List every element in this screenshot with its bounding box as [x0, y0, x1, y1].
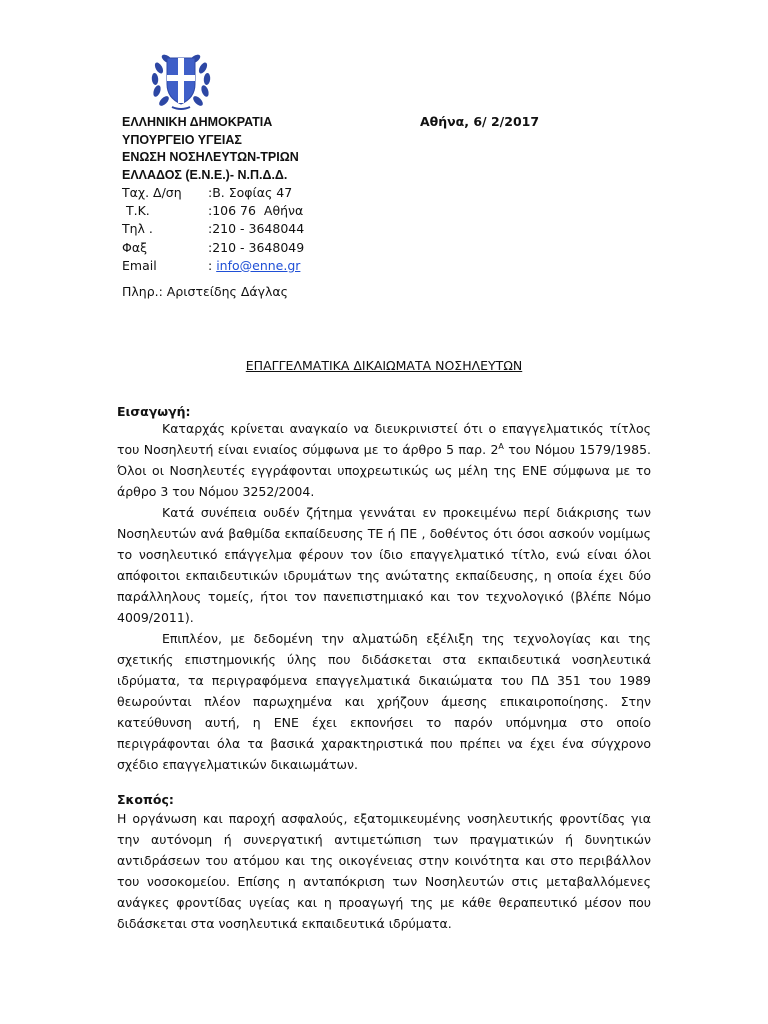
- intro-body: [117, 418, 651, 775]
- document-date: Αθήνα, 6/ 2/2017: [420, 114, 540, 129]
- contact-label: Τηλ .: [122, 221, 153, 237]
- contact-row-fax: [122, 239, 382, 257]
- contact-value: :Β. Σοφίας 47: [208, 185, 293, 200]
- intro-text: του Νόμου 1579/1985. Όλοι οι Νοσηλευτές εγγράφονται υποχρεωτικώς ως μέλη της ΕΝΕ σύμφωνα με το άρθρο 3 του Νόμου 3252/2004.: [117, 442, 651, 499]
- intro-text: Καταρχάς κρίνεται αναγκαίο να διευκρινιστεί ότι ο επαγγελματικός τίτλος του Νοσηλευτή είναι ενιαίος σύμφωνα με το άρθρο 5 παρ. 2: [117, 421, 651, 457]
- intro-heading: Εισαγωγή:: [117, 404, 191, 419]
- sender-line: ΥΠΟΥΡΓΕΙΟ ΥΓΕΙΑΣ: [122, 132, 242, 147]
- contact-value: [208, 257, 300, 275]
- purpose-heading: Σκοπός:: [117, 792, 174, 807]
- contact-value: :106 76 Αθήνα: [208, 203, 304, 219]
- sender-line: ΕΛΛΗΝΙΚΗ ΔΗΜΟΚΡΑΤΙΑ: [122, 115, 273, 129]
- email-prefix: :: [208, 257, 217, 273]
- email-link[interactable]: info@enne.gr: [216, 257, 301, 273]
- contact-person: Πληρ.: Αριστείδης Δάγλας: [122, 284, 289, 299]
- sender-block: [122, 114, 299, 184]
- intro-paragraph: Επιπλέον, με δεδομένη την αλματώδη εξέλιξη της τεχνολογίας και της σχετικής επιστημονικής ύλης που διδάσκεται στα εκπαιδευτικά νοσηλευτικά ιδρύματα, τα περιγραφόμενα επαγγελματικά δικαιώματα του ΠΔ 351 του 1989 θεωρούνται πλέον παρωχημένα και χρήζουν άμεσης επικαιροποίησης. Στην κατεύθυνση αυτή, η ΕΝΕ έχει εκπονήσει το παρόν υπόμνημα στο οποίο περιγράφονται όλα τα βασικά χαρακτηριστικά που πρέπει να έχει ένα σύγχρονο σχέδιο επαγγελματικών δικαιωμάτων.: [117, 631, 651, 772]
- contact-row-email: [122, 257, 382, 275]
- contact-value: :210 - 3648044: [208, 221, 305, 237]
- contact-block: [122, 184, 382, 275]
- contact-row-address: [122, 184, 382, 202]
- contact-label: Email: [122, 257, 157, 273]
- contact-label: Τ.Κ.: [122, 203, 150, 219]
- purpose-paragraph: Η οργάνωση και παροχή ασφαλούς, εξατομικευμένης νοσηλευτικής φροντίδας για την αυτόνομη ή συνεργατική αντιμετώπιση των πραγματικών ή δυνητικών αντιδράσεων του ατόμου και της οικογένειας στην κοινότητα και στο περιβάλλον του νοσοκομείου. Επίσης η ανταπόκριση των Νοσηλευτών στις μεταβαλλόμενες ανάγκες φροντίδας υγείας και η προαγωγή της με κάθε θεραπευτικό μέσον που διδάσκεται στα νοσηλευτικά εκπαιδευτικά ιδρύματα.: [117, 811, 651, 931]
- contact-value: :210 - 3648049: [208, 239, 305, 255]
- sender-line: ΕΝΩΣΗ ΝΟΣΗΛΕΥΤΩΝ-ΤΡΙΩΝ: [122, 150, 299, 165]
- superscript: Α: [498, 441, 504, 451]
- emblem-icon: [150, 48, 212, 112]
- contact-label: Φαξ: [122, 239, 148, 255]
- contact-row-phone: [122, 220, 382, 238]
- document-title: ΕΠΑΓΓΕΛΜΑΤΙΚΑ ΔΙΚΑΙΩΜΑΤΑ ΝΟΣΗΛΕΥΤΩΝ: [245, 358, 523, 373]
- sender-line: ΕΛΛΑΔΟΣ (Ε.Ν.Ε.)- Ν.Π.Δ.Δ.: [122, 167, 288, 182]
- purpose-body: [117, 808, 651, 934]
- intro-paragraph: [117, 418, 651, 502]
- intro-paragraph: Κατά συνέπεια ουδέν ζήτημα γεννάται εν προκειμένω περί διάκρισης των Νοσηλευτών ανά βαθμίδα εκπαίδευσης ΤΕ ή ΠΕ , δοθέντος ότι όσοι ασκούν νομίμως το νοσηλευτικό επάγγελμα φέρουν τον ίδιο επαγγελματικό τίτλο, ενώ είναι όλοι απόφοιτοι εκπαιδευτικών ιδρυμάτων της ανώτατης εκπαίδευσης, η οποία έχει δύο παράλληλους τομείς, ήτοι τον πανεπιστημιακό και τον τεχνολογικό (βλέπε Νόμο 4009/2011).: [117, 505, 651, 625]
- contact-label: Ταχ. Δ/ση: [122, 185, 182, 200]
- contact-row-postcode: [122, 202, 382, 220]
